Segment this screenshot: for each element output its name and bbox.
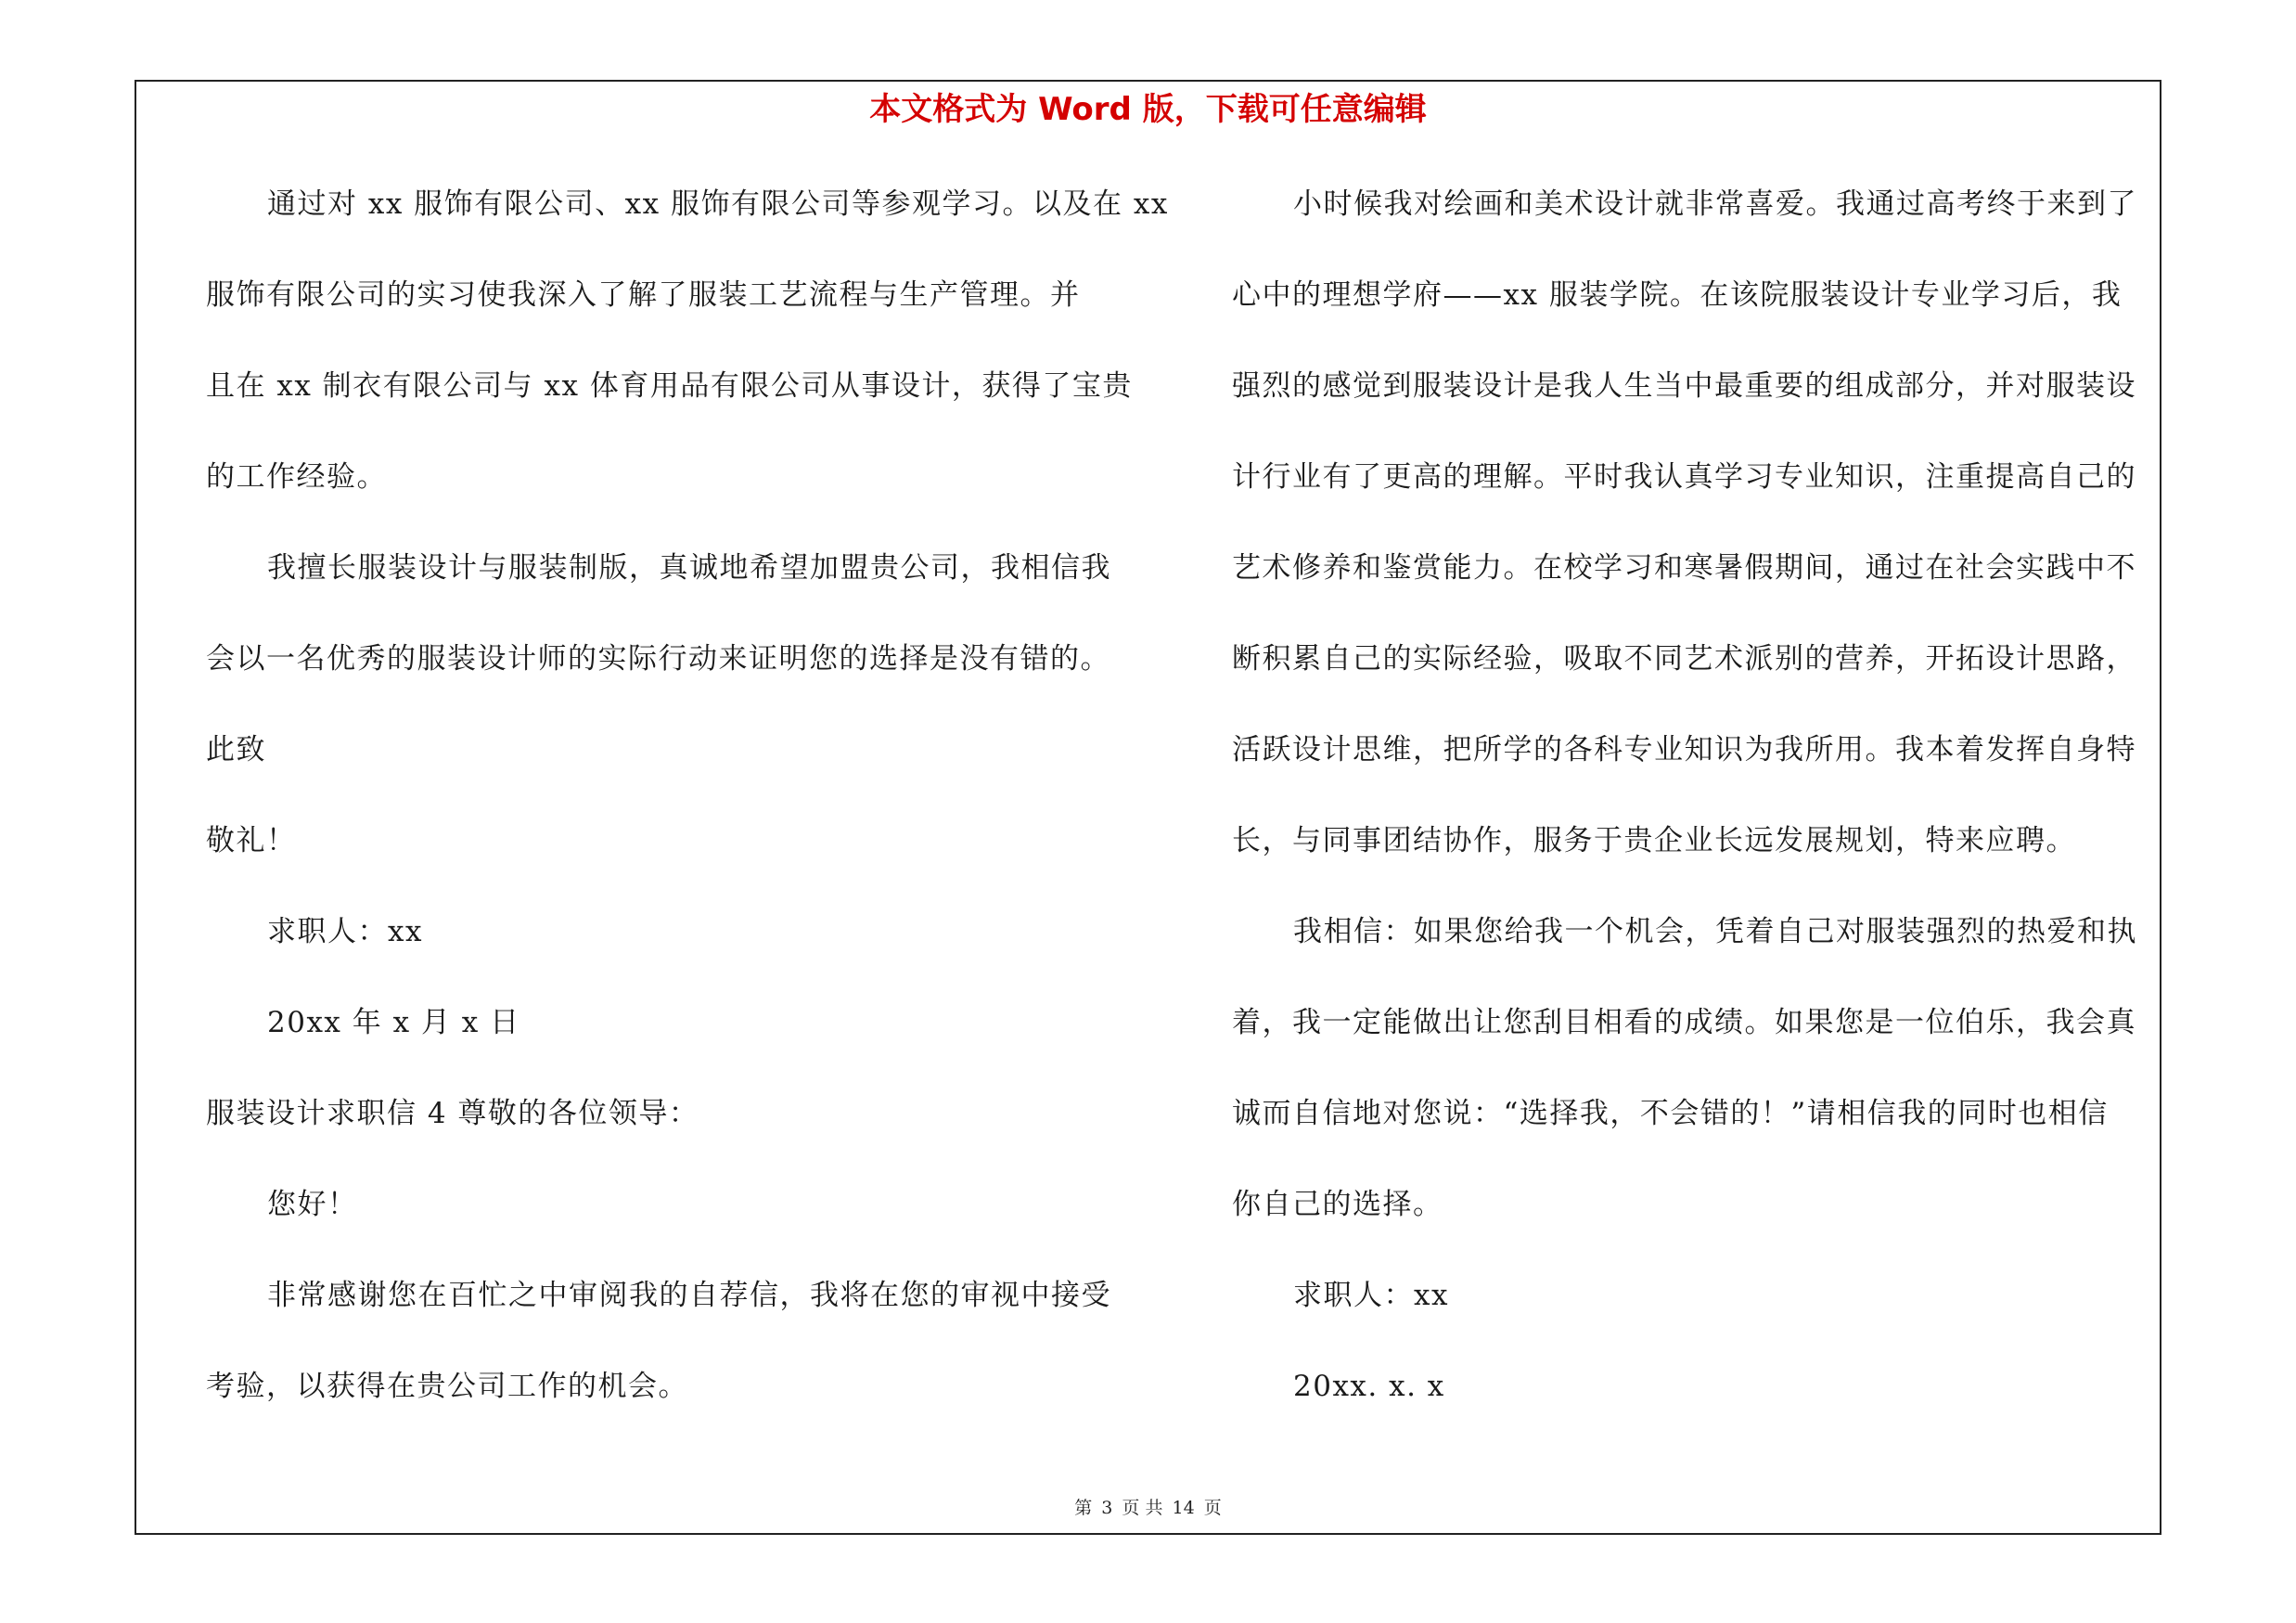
letter-heading: 服装设计求职信 4 尊敬的各位领导： [206, 1097, 699, 1130]
applicant-signature: 求职人：xx [1293, 1279, 1449, 1312]
page-label-suffix: 页 [1203, 1498, 1222, 1518]
paragraph-line: 我擅长服装设计与服装制版，真诚地希望加盟贵公司，我相信我 [267, 551, 1111, 585]
page-label-middle: 页 共 [1122, 1498, 1163, 1518]
page-number-footer [0, 1496, 2296, 1520]
closing-regards: 敬礼！ [206, 824, 297, 857]
total-page-count: 14 [1172, 1498, 1195, 1518]
letter-date: 20xx. x. x [1293, 1370, 1445, 1403]
paragraph-line: 我相信：如果您给我一个机会，凭着自己对服装强烈的热爱和执 [1293, 915, 2137, 948]
paragraph-line: 计行业有了更高的理解。平时我认真学习专业知识，注重提高自己的 [1232, 460, 2136, 494]
closing-salutation: 此致 [206, 733, 266, 766]
paragraph-line: 强烈的感觉到服装设计是我人生当中最重要的组成部分，并对服装设 [1232, 369, 2136, 403]
paragraph-line: 断积累自己的实际经验，吸取不同艺术派别的营养，开拓设计思路， [1232, 642, 2136, 676]
word-format-banner: 本文格式为 Word 版，下载可任意编辑 [869, 91, 1427, 128]
page-label-prefix: 第 [1074, 1498, 1093, 1518]
paragraph-line: 心中的理想学府——xx 服装学院。在该院服装设计专业学习后，我 [1232, 278, 2123, 312]
paragraph-line: 活跃设计思维，把所学的各科专业知识为我所用。我本着发挥自身特 [1232, 733, 2136, 766]
paragraph-line: 的工作经验。 [206, 460, 387, 494]
applicant-signature: 求职人：xx [267, 915, 423, 948]
paragraph-line: 服饰有限公司的实习使我深入了解了服装工艺流程与生产管理。并 [206, 278, 1081, 312]
paragraph-line: 艺术修养和鉴赏能力。在校学习和寒暑假期间，通过在社会实践中不 [1232, 551, 2136, 585]
paragraph-line: 会以一名优秀的服装设计师的实际行动来证明您的选择是没有错的。 [206, 642, 1110, 676]
paragraph-line: 考验，以获得在贵公司工作的机会。 [206, 1370, 688, 1403]
current-page-number: 3 [1101, 1498, 1113, 1518]
paragraph-line: 且在 xx 制衣有限公司与 xx 体育用品有限公司从事设计，获得了宝贵 [206, 369, 1133, 403]
paragraph-line: 通过对 xx 服饰有限公司、xx 服饰有限公司等参观学习。以及在 xx [267, 187, 1169, 221]
paragraph-line: 诚而自信地对您说：“选择我，不会错的！”请相信我的同时也相信 [1232, 1097, 2109, 1130]
paragraph-line: 小时候我对绘画和美术设计就非常喜爱。我通过高考终于来到了 [1293, 187, 2137, 221]
paragraph-line: 你自己的选择。 [1232, 1188, 1443, 1221]
paragraph-line: 非常感谢您在百忙之中审阅我的自荐信，我将在您的审视中接受 [267, 1279, 1111, 1312]
paragraph-line: 着，我一定能做出让您刮目相看的成绩。如果您是一位伯乐，我会真 [1232, 1006, 2136, 1039]
letter-date: 20xx 年 x 月 x 日 [267, 1006, 520, 1039]
paragraph-line: 长，与同事团结协作，服务于贵企业长远发展规划，特来应聘。 [1232, 824, 2076, 857]
greeting: 您好！ [267, 1188, 358, 1221]
